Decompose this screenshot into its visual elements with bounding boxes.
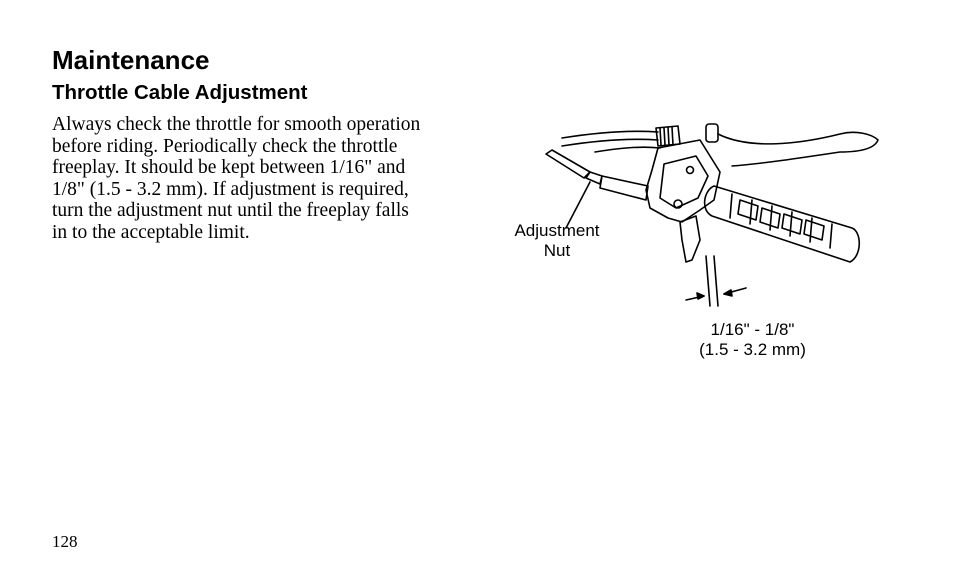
paragraph-line: turn the adjustment nut until the freeplay falls	[52, 200, 409, 221]
paragraph-line: in to the acceptable limit.	[52, 221, 250, 243]
page-number: 128	[52, 532, 78, 551]
throttle-cable	[562, 131, 658, 138]
paragraph-line: before riding. Periodically check the throttle	[52, 135, 398, 157]
section-title: Maintenance	[52, 45, 210, 75]
clamp	[680, 216, 700, 262]
paragraph-line: freeplay. It should be kept between 1/16" and	[52, 157, 406, 178]
throttle-housing	[646, 140, 720, 222]
callout-line: Adjustment	[514, 221, 600, 240]
cable-clip	[706, 124, 718, 142]
housing-screw	[687, 167, 694, 174]
instruction-paragraph	[52, 114, 484, 243]
freeplay-callout	[680, 320, 825, 360]
callout-line: Nut	[543, 241, 571, 260]
callout-line: 1/16" - 1/8"	[710, 320, 795, 339]
paragraph-line: Always check the throttle for smooth operation	[52, 114, 421, 135]
throttle-cable	[562, 139, 658, 146]
adjustment-nut-callout	[502, 221, 612, 261]
freeplay-cable	[706, 256, 710, 306]
callout-line: (1.5 - 3.2 mm)	[699, 340, 806, 359]
brake-lever	[718, 132, 878, 166]
brake-cable	[595, 147, 660, 152]
paragraph-line: 1/8" (1.5 - 3.2 mm). If adjustment is required,	[52, 178, 409, 200]
thumb-lever	[546, 150, 590, 178]
throttle-illustration	[500, 110, 880, 370]
freeplay-cable	[714, 256, 718, 306]
subsection-title: Throttle Cable Adjustment	[52, 81, 308, 104]
